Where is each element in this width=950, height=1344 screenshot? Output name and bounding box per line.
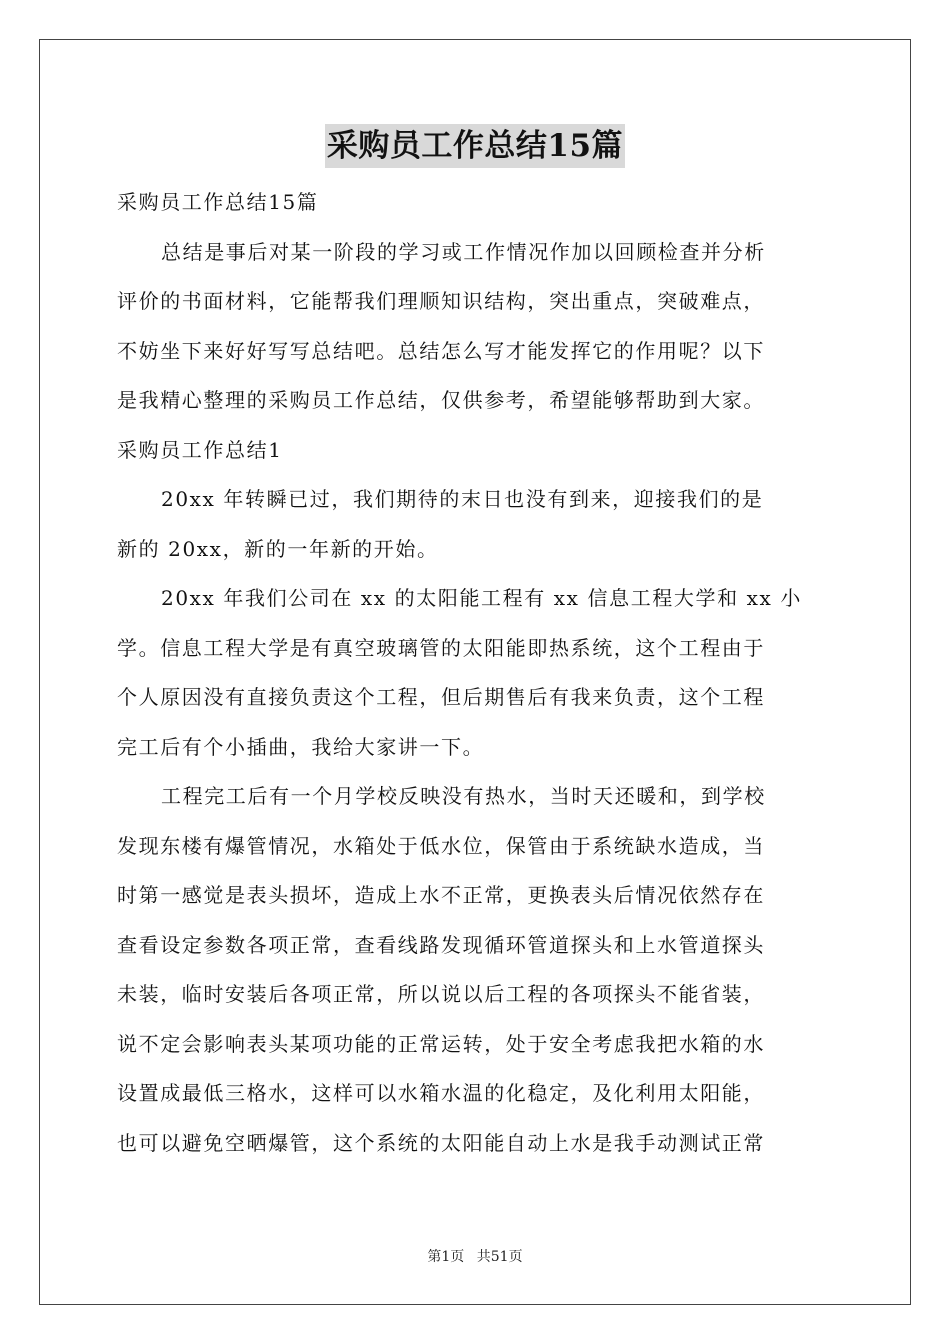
text-line: 也可以避免空晒爆管，这个系统的太阳能自动上水是我手动测试正常 [117, 1130, 765, 1155]
document-body [117, 178, 835, 1168]
text-line: 采购员工作总结1 [117, 437, 283, 462]
text-line: 设置成最低三格水，这样可以水箱水温的化稳定，及化利用太阳能， [117, 1081, 765, 1105]
text-line: 完工后有个小插曲，我给大家讲一下。 [117, 734, 485, 759]
text-line: 总结是事后对某一阶段的学习或工作情况作加以回顾检查并分析 [161, 239, 766, 264]
text-line: 工程完工后有一个月学校反映没有热水，当时天还暖和，到学校 [161, 784, 766, 808]
text-line: 是我精心整理的采购员工作总结，仅供参考，希望能够帮助到大家。 [117, 388, 765, 412]
text-line: 时第一感觉是表头损坏，造成上水不正常，更换表头后情况依然存在 [117, 883, 765, 907]
text-line: 评价的书面材料，它能帮我们理顺知识结构，突出重点，突破难点， [117, 289, 765, 313]
page-footer [0, 1246, 950, 1266]
text-line: 20xx 年转瞬已过，我们期待的末日也没有到来，迎接我们的是 [161, 487, 764, 511]
text-line: 20xx 年我们公司在 xx 的太阳能工程有 xx 信息工程大学和 xx 小 [161, 586, 802, 610]
text-line: 学。信息工程大学是有真空玻璃管的太阳能即热系统，这个工程由于 [117, 635, 765, 660]
text-line: 个人原因没有直接负责这个工程，但后期售后有我来负责，这个工程 [117, 685, 765, 709]
text-line: 新的 20xx，新的一年新的开始。 [117, 536, 439, 561]
text-line: 未装，临时安装后各项正常，所以说以后工程的各项探头不能省装， [117, 982, 765, 1006]
text-line: 采购员工作总结15篇 [117, 190, 319, 214]
text-line: 查看设定参数各项正常，查看线路发现循环管道探头和上水管道探头 [117, 932, 765, 957]
text-line: 发现东楼有爆管情况，水箱处于低水位，保管由于系统缺水造成，当 [117, 833, 765, 858]
document-title: 采购员工作总结15篇 [325, 124, 625, 168]
title-container [0, 124, 950, 168]
text-line: 不妨坐下来好好写写总结吧。总结怎么写才能发挥它的作用呢？以下 [117, 338, 765, 363]
text-line: 说不定会影响表头某项功能的正常运转，处于安全考虑我把水箱的水 [117, 1031, 765, 1056]
page-number: 第1页 [427, 1249, 465, 1265]
page-total: 共51页 [476, 1249, 523, 1265]
